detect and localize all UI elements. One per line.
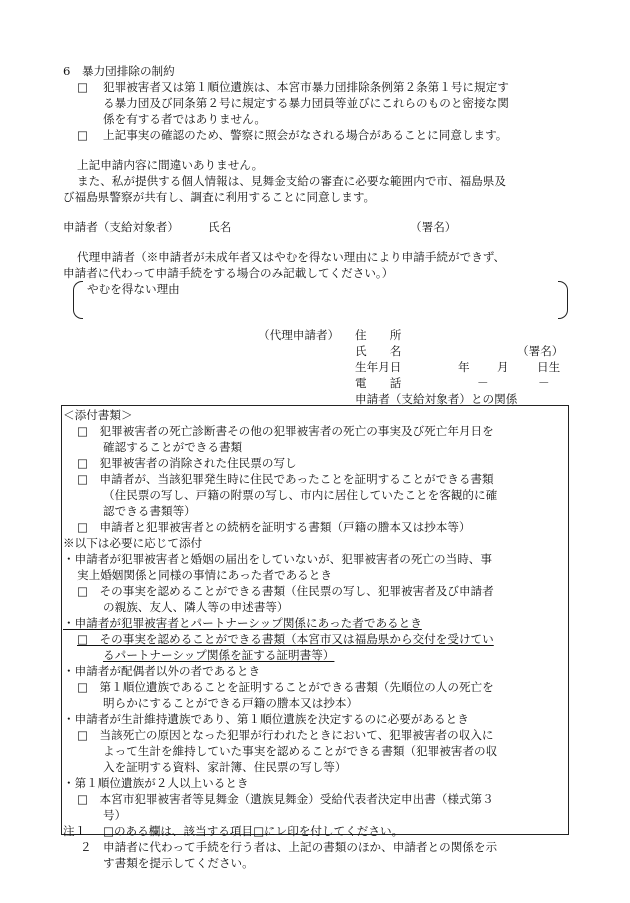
attachment-line: よって生計を維持していた事実を認めることができる書類（犯罪被害者の収 (103, 744, 498, 758)
sign-label: （署名） (517, 344, 564, 358)
attachment-line: □ その事実を認めることができる書類（住民票の写し、犯罪被害者及び申請者 (77, 584, 494, 598)
applicant-sign-label: （署名） (410, 220, 457, 234)
attachment-condition: ・申請者が生計維持遺族であり、第１順位遺族を決定するのに必要があるとき (63, 712, 469, 726)
attachment-line: □ その事実を認めることができる書類（本宮市又は福島県から交付を受けてい (77, 632, 494, 646)
attachment-line: 確認することができる書類 (103, 440, 243, 454)
attachment-line: 認できる書類等） (103, 504, 196, 518)
attachment-condition: 実上婚姻関係と同様の事情にあった者であるとき (77, 568, 332, 582)
attachment-line: の親族、友人、隣人等の申述書等） (103, 600, 289, 614)
phone-dash: － (477, 376, 489, 390)
phone-dash: － (538, 376, 550, 390)
declaration-line: また、私が提供する個人情報は、見舞金支給の審査に必要な範囲内で市、福島県及 (77, 174, 506, 188)
attachment-line: □ 当該死亡の原因となった犯罪が行われたときにおいて、犯罪被害者の収入に (77, 728, 494, 742)
proxy-intro-line: 代理申請者（※申請者が未成年者又はやむを得ない理由により申請手続ができず、 (77, 250, 506, 264)
attachment-line: □ 申請者と犯罪被害者との続柄を証明する書類（戸籍の謄本又は抄本等） (77, 520, 471, 534)
checkbox[interactable]: □ (77, 128, 88, 142)
attachment-line: □ 申請者が、当該犯罪発生時に住民であったことを証明することができる書類 (77, 472, 494, 486)
clause-line: 犯罪被害者又は第１順位遺族は、本宮市暴力団排除条例第２条第１号に規定す (103, 80, 509, 94)
attachment-line: 明らかにすることができる戸籍の謄本又は抄本） (103, 696, 359, 710)
attachment-line: □ 犯罪被害者の死亡診断書その他の犯罪被害者の死亡の事実及び死亡年月日を (77, 424, 494, 438)
year-label: 年 (458, 360, 470, 374)
section-heading: 6 暴力団排除の制約 (63, 64, 175, 78)
name-label: 氏 名 (355, 344, 402, 358)
attachment-line: □ 第１順位遺族であることを証明することができる書類（先順位の人の死亡を (77, 680, 494, 694)
applicant-label: 申請者（支給対象者） (63, 220, 179, 234)
note-number: ２ (80, 840, 92, 854)
note-line: す書類を提示してください。 (103, 856, 254, 870)
attachment-condition: ・申請者が配偶者以外の者であるとき (63, 664, 261, 678)
checkbox[interactable]: □ (77, 80, 88, 94)
notes-label: 注１ (63, 824, 87, 838)
note-line: □のある欄は、該当する項目□にレ印を付してください。 (103, 824, 404, 838)
declaration-line: び福島県警察が共有し、調査に利用することに同意します。 (63, 190, 376, 204)
clause-line: る暴力団及び同条第２号に規定する暴力団員等並びにこれらのものと密接な関 (103, 96, 509, 110)
attachment-line: るパートナーシップ関係を証する証明書等） (103, 648, 335, 662)
reason-bracket-left (73, 281, 83, 319)
reason-bracket-right (558, 281, 568, 319)
attachments-heading: ＜添付書類＞ (63, 408, 133, 422)
attachment-condition: ・申請者が犯罪被害者とパートナーシップ関係にあった者であるとき (63, 616, 422, 630)
month-label: 月 (497, 360, 509, 374)
applicant-name-label: 氏名 (208, 220, 232, 234)
clause-line: 係を有する者ではありません。 (103, 112, 267, 126)
address-label: 住 所 (355, 328, 402, 342)
attachment-line: □ 犯罪被害者の消除された住民票の写し (77, 456, 297, 470)
clause-line: 上記事実の確認のため、警察に照会がなされる場合があることに同意します。 (103, 128, 508, 142)
day-label: 日生 (537, 360, 561, 374)
declaration-line: 上記申請内容に間違いありません。 (77, 158, 264, 172)
attachment-line: 号） (103, 808, 127, 822)
attachment-line: 入を証明する資料、家計簿、住民票の写し等） (103, 760, 347, 774)
attachment-line: （住民票の写し、戸籍の附票の写し、市内に居住していたことを客観的に確 (103, 488, 498, 502)
note-line: 申請者に代わって手続を行う者は、上記の書類のほか、申請者との関係を示 (103, 840, 498, 854)
relation-label: 申請者（支給対象者）との関係 (355, 392, 518, 406)
proxy-intro-line: 申請者に代わって申請手続をする場合のみ記載してください。） (63, 266, 394, 280)
attachment-line: □ 本宮市犯罪被害者等見舞金（遺族見舞金）受給代表者決定申出書（様式第３ (77, 792, 494, 806)
attachment-note: ※以下は必要に応じて添付 (63, 536, 203, 550)
attachment-condition: ・第１順位遺族が２人以上いるとき (63, 776, 249, 790)
birthdate-label: 生年月日 (355, 360, 402, 374)
attachment-condition: ・申請者が犯罪被害者と婚姻の届出をしていないが、犯罪被害者の死亡の当時、事 (63, 552, 492, 566)
phone-label: 電 話 (355, 376, 402, 390)
reason-label: やむを得ない理由 (87, 282, 180, 296)
proxy-label: （代理申請者） (258, 328, 340, 342)
